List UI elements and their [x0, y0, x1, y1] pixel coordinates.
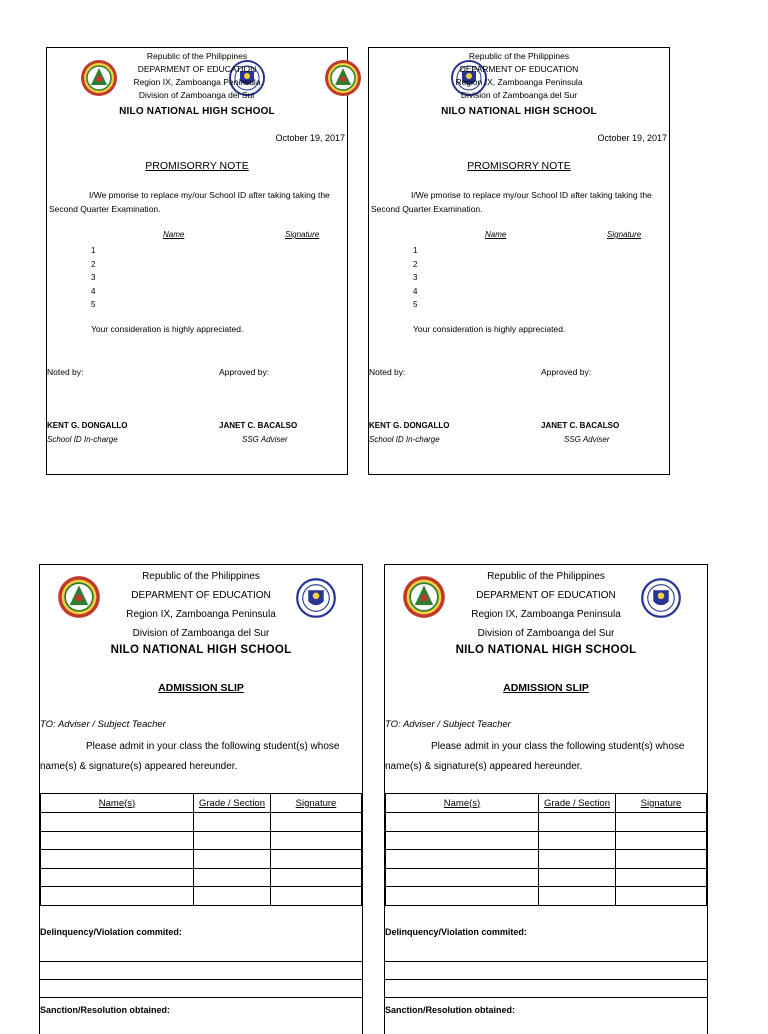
school-name: NILO NATIONAL HIGH SCHOOL	[119, 106, 275, 117]
list-item: 4	[413, 286, 418, 296]
school-name: NILO NATIONAL HIGH SCHOOL	[441, 106, 597, 117]
table-row	[41, 868, 362, 887]
column-grade-section-header: Grade / Section	[539, 794, 616, 813]
signer2-role: SSG Adviser	[564, 435, 610, 444]
school-seal-icon	[324, 59, 362, 97]
table-row	[386, 887, 707, 906]
slip-title: ADMISSION SLIP	[503, 682, 589, 694]
promissory-note-card	[368, 47, 670, 475]
divider	[40, 997, 362, 998]
delinquency-label: Delinquency/Violation commited:	[40, 927, 182, 937]
table-row	[41, 831, 362, 850]
table-row	[41, 887, 362, 906]
addressee-line: TO: Adviser / Subject Teacher	[40, 719, 166, 730]
column-names-header: Name(s)	[41, 794, 194, 813]
divider	[385, 997, 707, 998]
note-title: PROMISORRY NOTE	[467, 160, 571, 172]
slip-title: ADMISSION SLIP	[158, 682, 244, 694]
approved-by-label: Approved by:	[541, 367, 592, 377]
note-date: October 19, 2017	[597, 133, 667, 143]
sanction-label: Sanction/Resolution obtained:	[40, 1005, 170, 1015]
numbered-list	[413, 244, 417, 312]
header-department: DEPARMENT OF EDUCATION	[459, 64, 579, 74]
list-item: 1	[413, 246, 418, 255]
addressee-line: TO: Adviser / Subject Teacher	[385, 719, 511, 730]
approved-by-label: Approved by:	[219, 367, 270, 377]
list-item: 2	[91, 259, 96, 269]
column-signature-header: Signature	[271, 794, 362, 813]
table-header-row	[386, 794, 707, 813]
header-division: Division of Zamboanga del Sur	[477, 628, 615, 639]
header-division: Division of Zamboanga del Sur	[132, 628, 270, 639]
consideration-text: Your consideration is highly appreciated.	[91, 324, 244, 334]
signer1-name: KENT G. DONGALLO	[47, 421, 128, 430]
admission-slip-card	[384, 564, 708, 1034]
student-table	[385, 793, 707, 906]
divider	[385, 961, 707, 962]
student-table	[40, 793, 362, 906]
list-item: 5	[91, 300, 96, 309]
note-body: I/We pmorise to replace my/our School ID after taking taking the Second Quarter Examination.	[371, 190, 652, 214]
header-region: Region IX, Zamboanga Peninsula	[455, 77, 583, 87]
table-row	[386, 850, 707, 869]
header-region: Region IX, Zamboanga Peninsula	[133, 77, 261, 87]
list-item: 5	[413, 300, 418, 309]
admission-slip-card	[39, 564, 363, 1034]
table-header-row	[41, 794, 362, 813]
header-republic: Republic of the Philippines	[142, 571, 260, 582]
sanction-label: Sanction/Resolution obtained:	[385, 1005, 515, 1015]
header-region: Region IX, Zamboanga Peninsula	[471, 609, 621, 620]
list-item: 1	[91, 246, 96, 255]
divider	[40, 979, 362, 980]
header-department: DEPARMENT OF EDUCATION	[131, 590, 271, 601]
signer1-role: School ID In-charge	[369, 435, 440, 444]
signer1-name: KENT G. DONGALLO	[369, 421, 450, 430]
list-item: 4	[91, 286, 96, 296]
column-signature-header: Signature	[607, 230, 642, 239]
noted-by-label: Noted by:	[369, 367, 406, 377]
signer2-name: JANET C. BACALSO	[219, 421, 298, 430]
column-name-header: Name	[485, 230, 507, 239]
column-signature-header: Signature	[616, 794, 707, 813]
header-department: DEPARMENT OF EDUCATION	[137, 64, 257, 74]
column-name-header: Name	[163, 230, 185, 239]
signer1-role: School ID In-charge	[47, 435, 118, 444]
slip-body: Please admit in your class the following student(s) whose name(s) & signature(s) appeared hereunder.	[40, 741, 340, 772]
signer2-name: JANET C. BACALSO	[541, 421, 620, 430]
school-name: NILO NATIONAL HIGH SCHOOL	[455, 644, 637, 656]
noted-by-label: Noted by:	[47, 367, 84, 377]
divider	[40, 961, 362, 962]
header-division: Division of Zamboanga del Sur	[138, 90, 256, 100]
school-name: NILO NATIONAL HIGH SCHOOL	[110, 644, 292, 656]
divider	[385, 979, 707, 980]
promissory-note-card	[46, 47, 348, 475]
list-item: 3	[413, 273, 418, 282]
list-item: 3	[91, 273, 96, 282]
header-division: Division of Zamboanga del Sur	[460, 90, 578, 100]
delinquency-label: Delinquency/Violation commited:	[385, 927, 527, 937]
column-signature-header: Signature	[285, 230, 320, 239]
table-row	[386, 813, 707, 832]
header-republic: Republic of the Philippines	[146, 51, 248, 61]
note-date: October 19, 2017	[275, 133, 345, 143]
column-names-header: Name(s)	[386, 794, 539, 813]
note-title: PROMISORRY NOTE	[145, 160, 249, 172]
slip-body: Please admit in your class the following student(s) whose name(s) & signature(s) appeared hereunder.	[385, 741, 685, 772]
table-row	[41, 850, 362, 869]
table-row	[386, 868, 707, 887]
column-grade-section-header: Grade / Section	[194, 794, 271, 813]
list-item: 2	[413, 259, 418, 269]
table-row	[41, 813, 362, 832]
table-row	[386, 831, 707, 850]
header-republic: Republic of the Philippines	[487, 571, 605, 582]
consideration-text: Your consideration is highly appreciated.	[413, 324, 566, 334]
note-body: I/We pmorise to replace my/our School ID after taking taking the Second Quarter Examination.	[49, 190, 330, 214]
signer2-role: SSG Adviser	[242, 435, 288, 444]
numbered-list	[91, 244, 95, 312]
header-region: Region IX, Zamboanga Peninsula	[126, 609, 276, 620]
header-department: DEPARMENT OF EDUCATION	[476, 590, 616, 601]
header-republic: Republic of the Philippines	[468, 51, 570, 61]
